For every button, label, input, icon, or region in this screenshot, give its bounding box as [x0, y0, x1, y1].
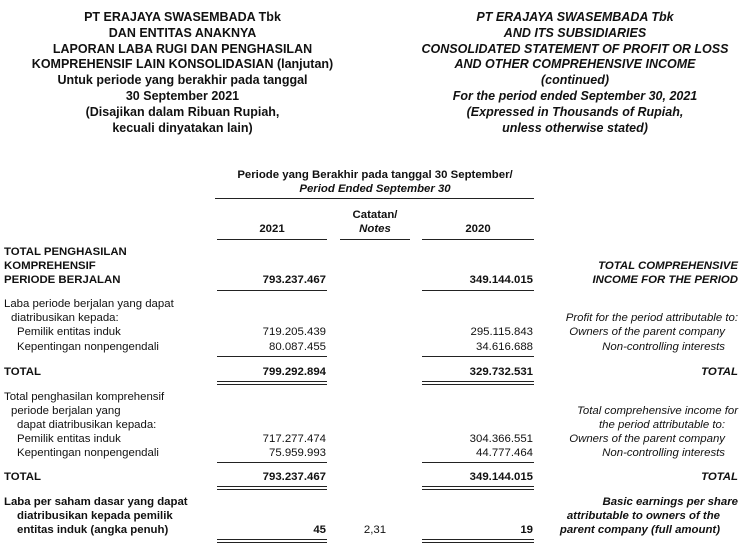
period-date-id: 30 September 2021	[125, 88, 240, 103]
comp-attr-label-id-3: dapat diatribusikan kepada:	[17, 419, 157, 431]
total-comp-label-id-1: TOTAL PENGHASILAN	[4, 246, 127, 258]
company-name-en: PT ERAJAYA SWASEMBADA Tbk	[476, 10, 674, 24]
total2-label-id: TOTAL	[4, 471, 41, 483]
profit-owners-label-id: Pemilik entitas induk	[17, 326, 121, 338]
notes-underline	[340, 239, 410, 240]
profit-attr-label-en: Profit for the period attributable to:	[565, 312, 738, 324]
total-comp-2020-underline	[422, 290, 534, 291]
total-comp-label-id-3: PERIODE BERJALAN	[4, 274, 121, 286]
profit-nci-label-id: Kepentingan nonpengendali	[17, 341, 159, 353]
profit-2021-underline	[217, 356, 327, 357]
comp-owners-2020: 304.366.551	[469, 433, 533, 445]
header-left	[10, 10, 355, 136]
profit-nci-2020: 34.616.688	[475, 341, 533, 353]
currency-note-id-2: kecuali dinyatakan lain)	[112, 120, 253, 135]
currency-note-en-2: unless otherwise stated)	[502, 120, 648, 135]
notes-header-id: Catatan/	[352, 209, 398, 221]
statement-title-en-1: CONSOLIDATED STATEMENT OF PROFIT OR LOSS	[421, 41, 729, 56]
year-2020-underline	[422, 239, 534, 240]
total-comp-label-en-2: INCOME FOR THE PERIOD	[592, 274, 738, 286]
total1-2020: 329.732.531	[469, 366, 533, 378]
year-2021-underline	[217, 239, 327, 240]
period-text-id: Untuk periode yang berakhir pada tanggal	[57, 73, 308, 88]
header-right	[395, 10, 753, 136]
eps-label-id-3: entitas induk (angka penuh)	[17, 524, 169, 536]
notes-header-en: Notes	[359, 223, 391, 235]
comp-attr-label-id-1: Total penghasilan komprehensif	[4, 391, 165, 403]
comp-nci-label-id: Kepentingan nonpengendali	[17, 447, 159, 459]
year-2020-header: 2020	[465, 223, 491, 235]
eps-2020: 19	[520, 524, 533, 536]
total-comp-2020: 349.144.015	[469, 274, 533, 286]
comp-attr-label-id-2: periode berjalan yang	[11, 405, 121, 417]
statement-title-id-2: KOMPREHENSIF LAIN KONSOLIDASIAN (lanjutan)	[31, 57, 334, 72]
comp-attr-label-en-2: the period attributable to:	[598, 419, 725, 431]
comp-owners-label-en: Owners of the parent company	[569, 433, 725, 445]
currency-note-en-1: (Expressed in Thousands of Rupiah,	[466, 104, 684, 119]
profit-nci-2021: 80.087.455	[268, 341, 326, 353]
eps-note: 2,31	[363, 524, 387, 536]
total1-2020-double-underline	[422, 381, 534, 385]
profit-nci-label-en: Non-controlling interests	[602, 341, 725, 353]
profit-attr-label-id-1: Laba periode berjalan yang dapat	[4, 298, 174, 310]
company-name-id: PT ERAJAYA SWASEMBADA Tbk	[84, 10, 281, 24]
period-header-underline	[215, 198, 534, 199]
total2-label-en: TOTAL	[701, 471, 738, 483]
profit-owners-label-en: Owners of the parent company	[569, 326, 725, 338]
subsidiaries-id: DAN ENTITAS ANAKNYA	[108, 25, 257, 40]
total1-label-en: TOTAL	[701, 366, 738, 378]
eps-2021-double-underline	[217, 539, 327, 543]
eps-2020-double-underline	[422, 539, 534, 543]
statement-title-id-1: LAPORAN LABA RUGI DAN PENGHASILAN	[52, 41, 313, 56]
total1-label-id: TOTAL	[4, 366, 41, 378]
total-comp-2021-underline	[217, 290, 327, 291]
comp-nci-2020: 44.777.464	[475, 447, 533, 459]
total-comp-label-id-2: KOMPREHENSIF	[4, 260, 96, 272]
total1-2021: 799.292.894	[262, 366, 326, 378]
profit-attr-label-id-2: diatribusikan kepada:	[11, 312, 119, 324]
total-comp-2021: 793.237.467	[262, 274, 326, 286]
statement-title-en-2: AND OTHER COMPREHENSIVE INCOME	[454, 57, 696, 72]
eps-label-id-1: Laba per saham dasar yang dapat	[4, 496, 188, 508]
comp-2021-underline	[217, 462, 327, 463]
total2-2021: 793.237.467	[262, 471, 326, 483]
comp-nci-2021: 75.959.993	[268, 447, 326, 459]
subsidiaries-en: AND ITS SUBSIDIARIES	[503, 25, 647, 40]
profit-owners-2021: 719.205.439	[262, 326, 326, 338]
comp-nci-label-en: Non-controlling interests	[602, 447, 725, 459]
currency-note-id-1: (Disajikan dalam Ribuan Rupiah,	[85, 104, 280, 119]
comp-attr-label-en-1: Total comprehensive income for	[576, 405, 738, 417]
profit-2020-underline	[422, 356, 534, 357]
eps-label-en-2: attributable to owners of the	[566, 510, 720, 522]
eps-label-en-1: Basic earnings per share	[602, 496, 738, 508]
total2-2020-double-underline	[422, 486, 534, 490]
year-2021-header: 2021	[259, 223, 285, 235]
total-comp-label-en-1: TOTAL COMPREHENSIVE	[598, 260, 738, 272]
eps-label-en-3: parent company (full amount)	[559, 524, 720, 536]
profit-owners-2020: 295.115.843	[470, 326, 533, 338]
period-header-en: Period Ended September 30	[299, 183, 451, 195]
period-date-en: For the period ended September 30, 2021	[452, 88, 698, 103]
comp-2020-underline	[422, 462, 534, 463]
total2-2020: 349.144.015	[469, 471, 533, 483]
comp-owners-2021: 717.277.474	[262, 433, 326, 445]
comp-owners-label-id: Pemilik entitas induk	[17, 433, 121, 445]
eps-2021: 45	[313, 524, 326, 536]
total1-2021-double-underline	[217, 381, 327, 385]
continued-en: (continued)	[540, 73, 610, 88]
total2-2021-double-underline	[217, 486, 327, 490]
period-header-id: Periode yang Berakhir pada tanggal 30 September/	[237, 169, 513, 181]
eps-label-id-2: diatribusikan kepada pemilik	[17, 510, 173, 522]
